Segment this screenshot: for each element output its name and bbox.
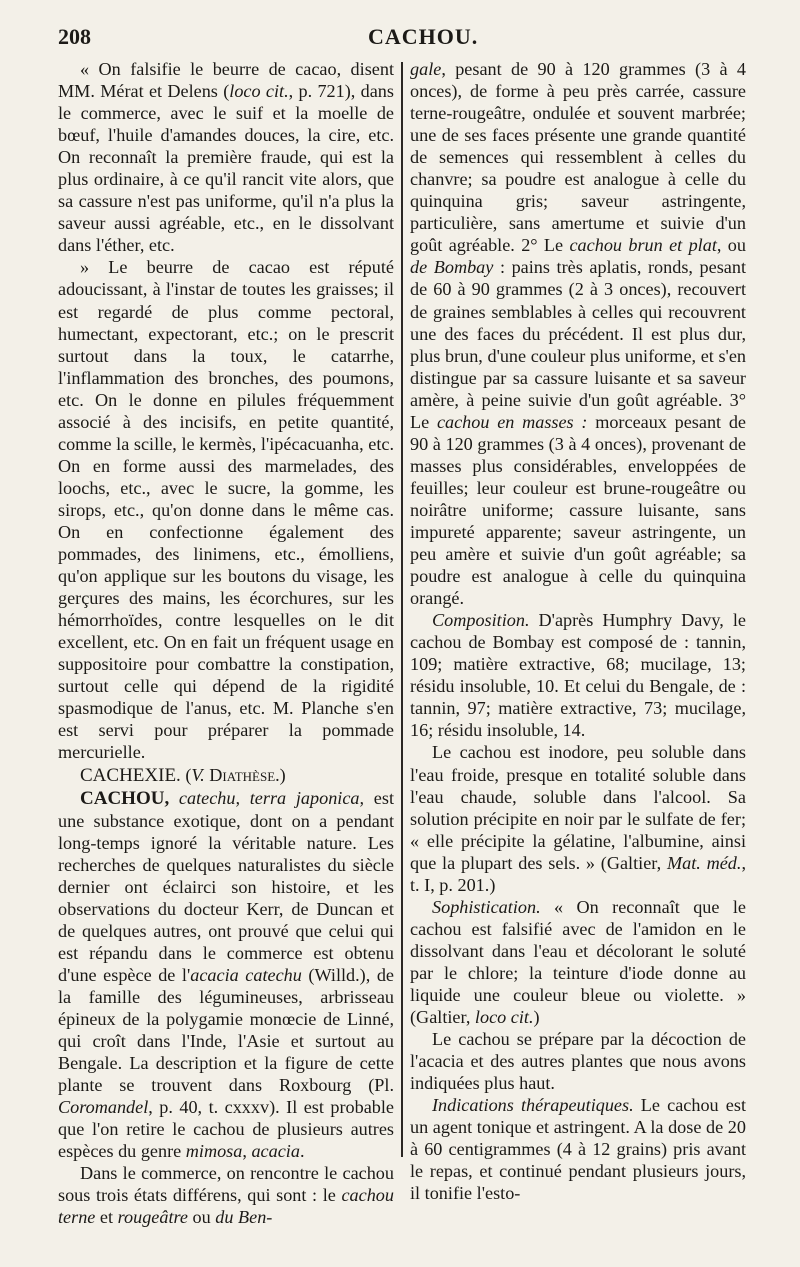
entry-head-cachexie: CACHEXIE. [80,764,181,786]
paragraph-varieties: gale, pesant de 90 à 120 grammes (3 à 4 onces), de forme à peu près carrée, cassure terne-rougeâtre, ondulée et souvent marbrée; une de ses faces présente une grande quantité de semences qui ressemblent à celles du chanvre; sa poudre est analogue à celle du quinquina gris; saveur astringente, particulière, sans amertume et suivie d'un goût agréable. 2° Le cachou brun et plat, ou de Bombay : pains très aplatis, ronds, pesant de 60 à 90 grammes (2 à 3 onces), recouvert de graines semblables à celles qui recouvrent une des faces du précédent. Il est plus dur, plus brun, d'une couleur plus uniforme, et s'en distingue par sa cassure luisante et sa saveur amère, à peine suivie d'un goût agréable. 3° Le cachou en masses : morceaux pesant de 90 à 120 grammes (3 à 4 onces), provenant de masses plus considérables, enveloppées de feuilles; leur couleur est brune-rougeâtre ou noirâtre uniforme; cassure luisante, sans impureté apparente; saveur astringente, un peu amère et suivie d'un goût agréable; sa poudre est analogue à celle du quinquina orangé. [410,59,747,609]
running-header [58,24,760,54]
page-number: 208 [58,24,91,49]
paragraph-beurre-falsification: « On falsifie le beurre de cacao, disent MM. Mérat et Delens (loco cit., p. 721), dans le commerce, avec le suif et la moelle de bœuf, l'huile d'amandes douces, la cire, etc. On reconnaît la première fraude, qui est la plus ordinaire, à ce qu'il rancit vite alors, que sa cassure n'est pas uniforme, qu'il n'a plus la saveur aussi agréable, etc., en le dissolvant dans l'éther, etc. [58,59,394,256]
paragraph-composition: Composition. D'après Humphry Davy, le cachou de Bombay est composé de : tannin, 109; matière extractive, 68; mucilage, 13; résidu insoluble, 10. Et celui du Bengale, de : tannin, 97; matière extractive, 73; mucilage, 16; résidu insoluble, 14. [410,610,746,741]
entry-cachou: CACHOU, catechu, terra japonica, est une substance exotique, dont on a pendant long-temps ignoré la véritable nature. Les recherches de quelques naturalistes du siècle dernier ont éclairci son histoire, et les observations du docteur Kerr, de Duncan et de quelques autres, ont prouvé que celui qui est répandu dans le commerce est obtenu d'une espèce de l'acacia catechu (Willd.), de la famille des légumineuses, arbrisseau épineux de la polygamie monœcie de Linné, qui croît dans l'Inde, l'Asie et surtout au Bengale. La description et la figure de cette plante se trouvent dans Roxbourg (Pl. Coromandel, p. 40, t. cxxxv). Il est probable que l'on retire le cachou de plusieurs autres espèces du genre mimosa, acacia. [58,787,395,1162]
left-column [58,58,394,1228]
right-column [410,58,746,1204]
paragraph-decoction: Le cachou se prépare par la décoction de l'acacia et des autres plantes que nous avons indiquées plus haut. [410,1029,746,1094]
paragraph-sophistication: Sophistication. « On reconnaît que le cachou est falsifié avec de l'amidon en le dissolvant dans l'eau et décolorant le soluté par le chlore; la teinture d'iode donne au liquide une couleur bleue ou violette. » (Galtier, loco cit.) [410,896,746,1028]
section-head-composition: Composition. [432,610,530,631]
entry-cachexie: CACHEXIE. (V. Diathèse.) [80,764,286,786]
paragraph-beurre-usage: » Le beurre de cacao est réputé adoucissant, à l'instar de toutes les graisses; il est regardé de plus comme pectoral, humectant, expectorant, etc.; on le prescrit surtout dans la toux, le catarrhe, l'inflammation des bronches, des poumons, etc. On le donne en pilules fréquemment associé à des incisifs, en petite quantité, comme la scille, le kermès, l'ipécacuanha, etc. On en forme aussi des marmelades, des loochs, etc., avec le sucre, la gomme, les sirops, etc., qu'on donne dans le même cas. On en confectionne également des pommades, des linimens, etc., émolliens, qu'on applique sur les boutons du visage, les gerçures des mains, les écorchures, sur les hémorrhoïdes, contre lesquelles on le dit excellent, etc. On en fait un fréquent usage en suppositoire pour combattre la constipation, surtout celle qui dépend de la rigidité spasmodique de l'anus, etc. M. Planche s'en est servi pour préparer la pommade mercurielle. [58,257,394,763]
section-head-indications: Indications thérapeutiques. [432,1095,634,1116]
column-rule [401,62,403,1157]
running-title: CACHOU. [368,24,479,49]
section-head-sophistication: Sophistication. [432,896,541,917]
paragraph-solubility: Le cachou est inodore, peu soluble dans l'eau froide, presque en totalité soluble dans l'eau chaude, soluble dans l'alcool. Sa solution précipite en noir par le sulfate de fer; « elle précipite la gélatine, l'albumine, ainsi que la plupart des sels. » (Galtier, Mat. méd., t. I, p. 201.) [410,742,746,895]
entry-head-cachou: CACHOU, [80,787,170,809]
paragraph-indications: Indications thérapeutiques. Le cachou est un agent tonique et astringent. A la dose de 20 à 60 centigrammes (4 à 12 grains) pris avant le repas, et continué pendant plusieurs jours, il tonifie l'esto- [410,1095,746,1204]
paragraph-commerce: Dans le commerce, on rencontre le cachou sous trois états différens, qui sont : le cachou terne et rougeâtre ou du Ben- [58,1163,394,1228]
